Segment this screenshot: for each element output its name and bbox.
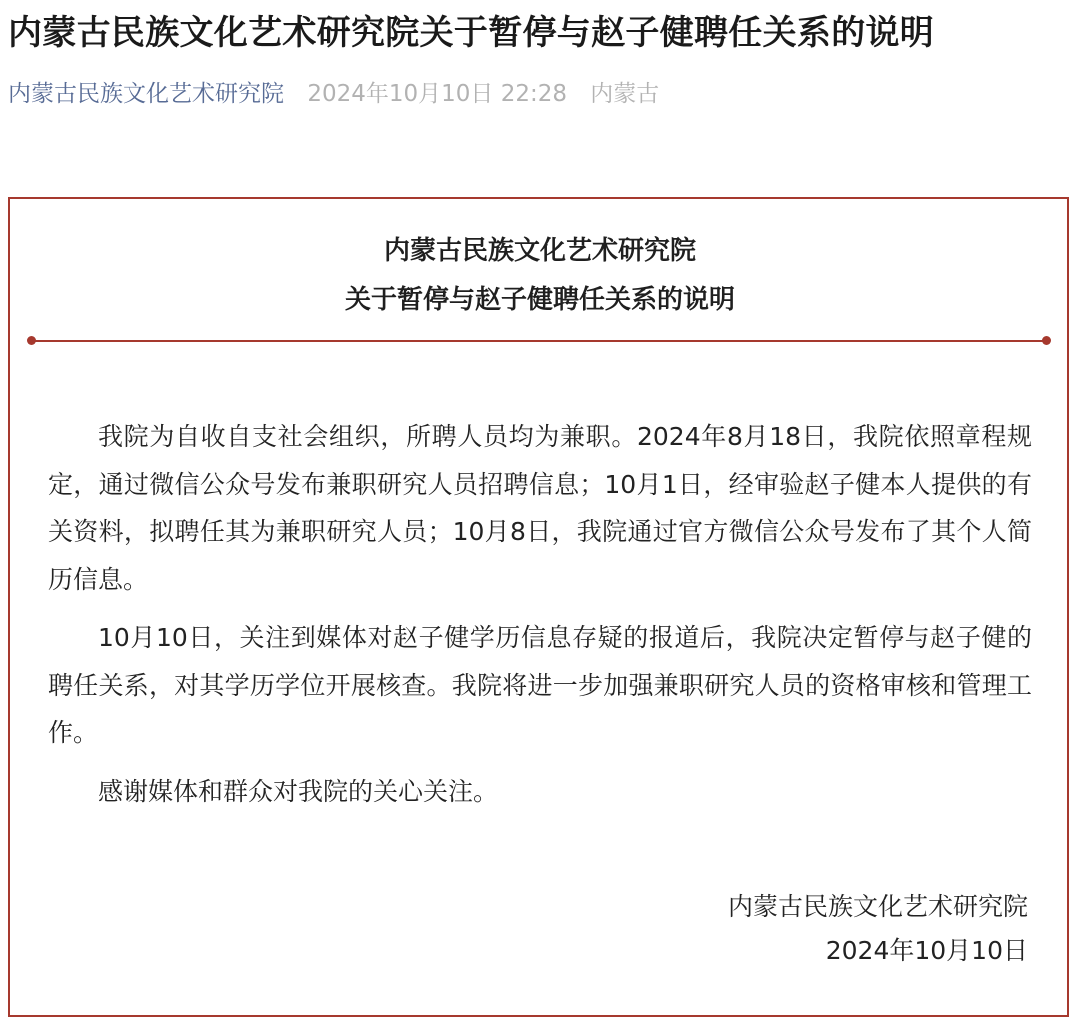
signature-organization: 内蒙古民族文化艺术研究院: [727, 892, 1028, 921]
publish-location: 内蒙古: [590, 81, 660, 107]
notice-paragraph: 我院为自收自支社会组织，所聘人员均为兼职。2024年8月18日，我院依照章程规定，通过微信公众号发布兼职研究人员招聘信息；10月1日，经审验赵子健本人提供的有关资料，拟聘任其为兼职研究人员；10月8日，我院通过官方微信公众号发布了其个人简历信息。: [48, 422, 1032, 594]
article-meta: [8, 76, 659, 112]
publish-date: 2024年10月10日 22:28: [307, 81, 567, 107]
notice-body: [48, 413, 1032, 826]
divider-dot-right: [1042, 336, 1051, 345]
article-title: 内蒙古民族文化艺术研究院关于暂停与赵子健聘任关系的说明: [8, 13, 935, 53]
divider-dot-left: [27, 336, 36, 345]
author-link[interactable]: 内蒙古民族文化艺术研究院: [8, 81, 284, 107]
notice-paragraph: 10月10日，关注到媒体对赵子健学历信息存疑的报道后，我院决定暂停与赵子健的聘任关系，对其学历学位开展核查。我院将进一步加强兼职研究人员的资格审核和管理工作。: [48, 623, 1032, 747]
title-divider: [32, 340, 1046, 342]
notice-title-line1: 内蒙古民族文化艺术研究院: [383, 236, 696, 266]
signature-date: 2024年10月10日: [825, 936, 1028, 965]
notice-paragraph: 感谢媒体和群众对我院的关心关注。: [98, 776, 499, 806]
notice-title-line2: 关于暂停与赵子健聘任关系的说明: [344, 285, 735, 315]
